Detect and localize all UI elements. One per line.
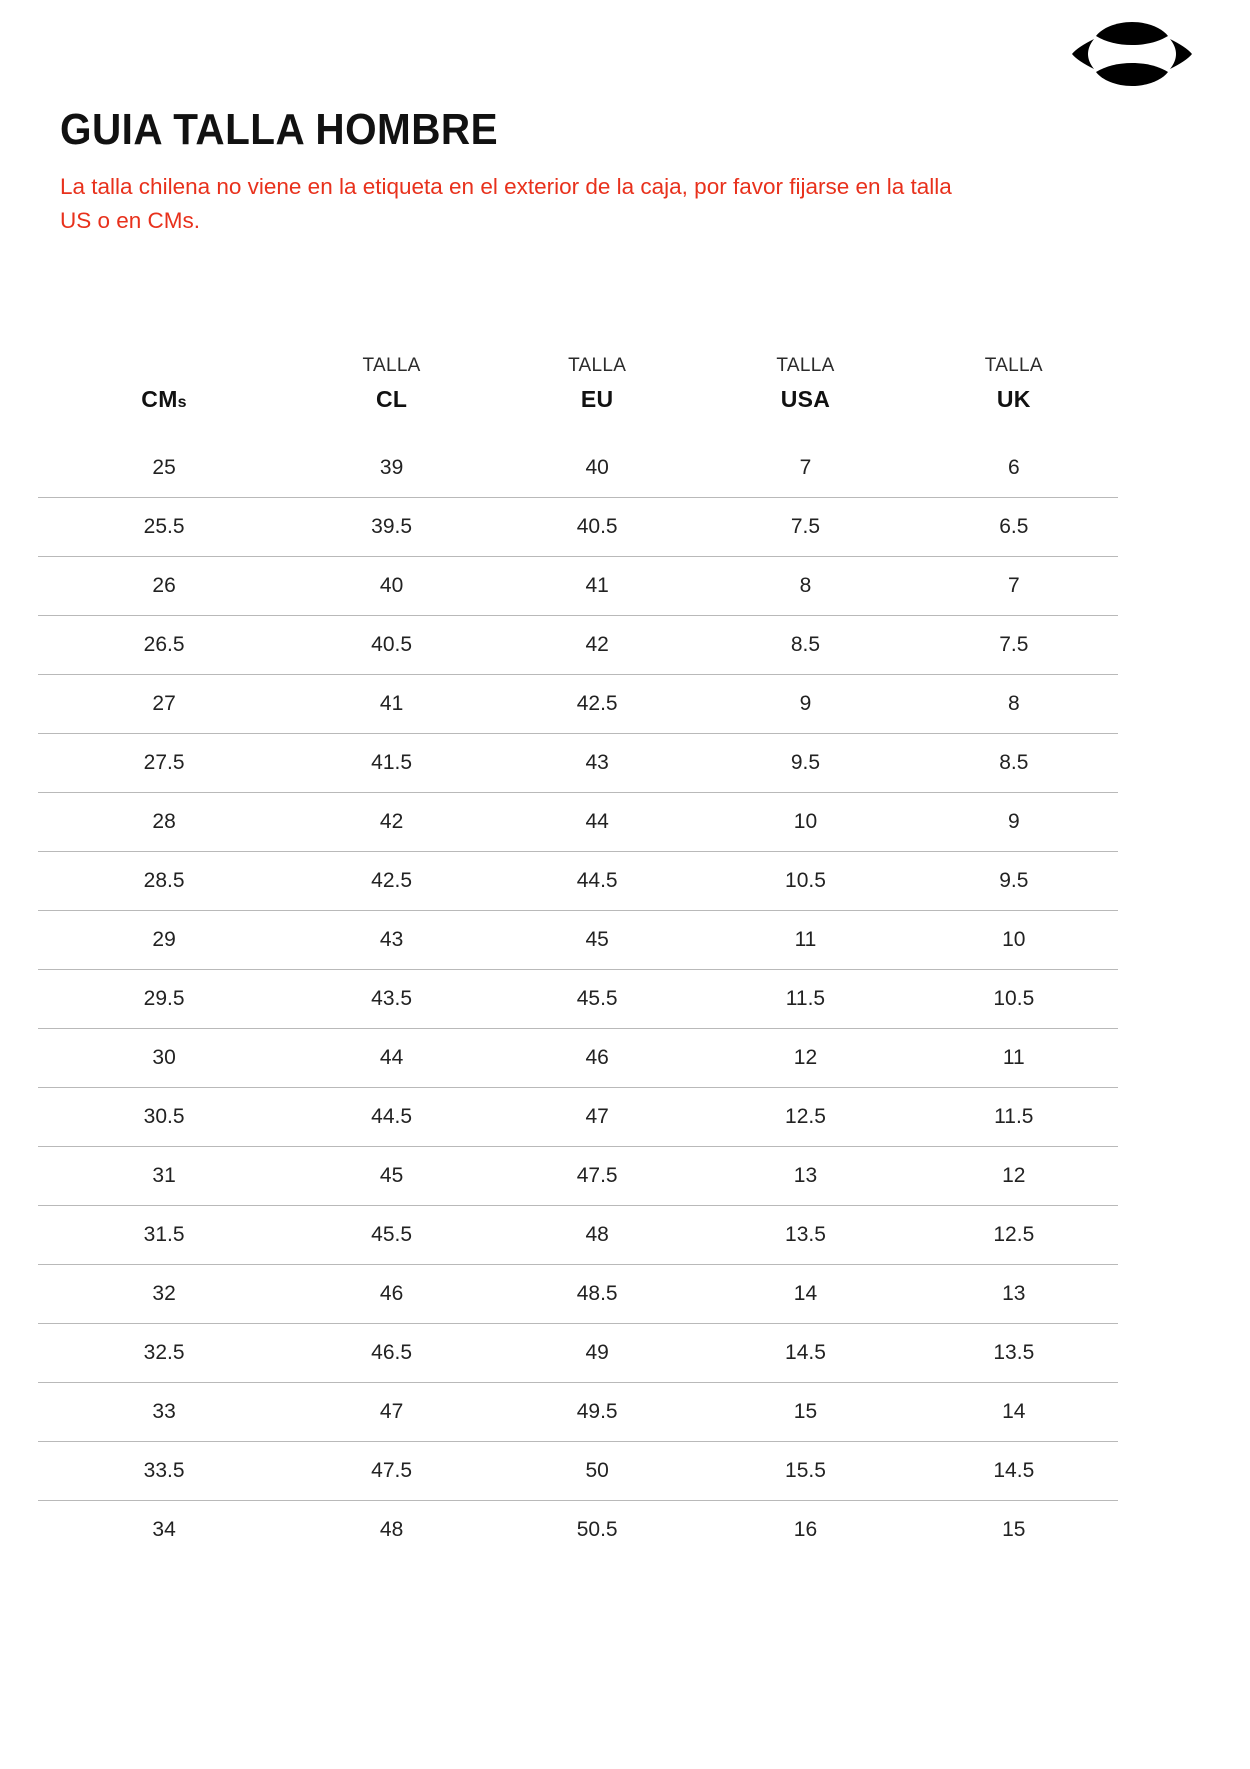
cell-cms: 27.5 <box>38 734 290 793</box>
table-row <box>38 1029 1118 1088</box>
cell-eu: 44 <box>493 793 701 852</box>
cell-cms: 28.5 <box>38 852 290 911</box>
cell-cl: 47 <box>290 1383 493 1442</box>
column-header-uk-top: TALLA <box>984 355 1043 376</box>
cell-cl: 45 <box>290 1147 493 1206</box>
column-header-cms-main: CMs <box>141 386 187 412</box>
column-header-uk <box>910 355 1118 439</box>
column-header-usa-main: USA <box>780 386 831 412</box>
column-header-cl-main: CL <box>375 386 408 412</box>
cell-cl: 45.5 <box>290 1206 493 1265</box>
cell-cl: 40 <box>290 557 493 616</box>
cell-cl: 39.5 <box>290 498 493 557</box>
cell-cms: 25.5 <box>38 498 290 557</box>
cell-cl: 47.5 <box>290 1442 493 1501</box>
cell-cms: 30 <box>38 1029 290 1088</box>
table-row <box>38 616 1118 675</box>
cell-cl: 44 <box>290 1029 493 1088</box>
cell-cms: 30.5 <box>38 1088 290 1147</box>
cell-usa: 14 <box>701 1265 909 1324</box>
cell-cl: 41 <box>290 675 493 734</box>
cell-usa: 7 <box>701 439 909 498</box>
cell-uk: 9 <box>910 793 1118 852</box>
cell-eu: 47 <box>493 1088 701 1147</box>
cell-eu: 50 <box>493 1442 701 1501</box>
cell-uk: 12.5 <box>910 1206 1118 1265</box>
table-row <box>38 911 1118 970</box>
cell-uk: 7 <box>910 557 1118 616</box>
cell-uk: 10 <box>910 911 1118 970</box>
table-body <box>38 439 1118 1559</box>
cell-uk: 14 <box>910 1383 1118 1442</box>
cell-uk: 13.5 <box>910 1324 1118 1383</box>
table-row <box>38 970 1118 1029</box>
title-block <box>60 105 1060 239</box>
cell-cl: 42.5 <box>290 852 493 911</box>
column-header-cl <box>290 355 493 439</box>
cell-uk: 6.5 <box>910 498 1118 557</box>
cell-uk: 6 <box>910 439 1118 498</box>
cell-eu: 40 <box>493 439 701 498</box>
cell-eu: 48 <box>493 1206 701 1265</box>
cell-eu: 41 <box>493 557 701 616</box>
cell-cms: 32 <box>38 1265 290 1324</box>
table-row <box>38 439 1118 498</box>
table-row <box>38 1147 1118 1206</box>
cell-usa: 7.5 <box>701 498 909 557</box>
cell-usa: 13 <box>701 1147 909 1206</box>
size-conversion-table <box>38 355 1118 1559</box>
cell-cms: 29 <box>38 911 290 970</box>
cell-cms: 31.5 <box>38 1206 290 1265</box>
cell-usa: 10.5 <box>701 852 909 911</box>
cell-eu: 47.5 <box>493 1147 701 1206</box>
table-row <box>38 1265 1118 1324</box>
page-title: GUIA TALLA HOMBRE <box>60 105 499 154</box>
table-header <box>38 355 1118 439</box>
table-row <box>38 1383 1118 1442</box>
cell-usa: 14.5 <box>701 1324 909 1383</box>
cell-cl: 42 <box>290 793 493 852</box>
cell-eu: 45 <box>493 911 701 970</box>
cell-cl: 44.5 <box>290 1088 493 1147</box>
cell-usa: 11.5 <box>701 970 909 1029</box>
column-header-eu-top: TALLA <box>568 355 627 376</box>
cell-usa: 16 <box>793 1518 818 1541</box>
cell-usa: 9.5 <box>701 734 909 793</box>
cell-uk: 11.5 <box>910 1088 1118 1147</box>
cell-eu: 48.5 <box>493 1265 701 1324</box>
table-row <box>38 557 1118 616</box>
cell-uk: 12 <box>910 1147 1118 1206</box>
cell-cl: 43 <box>290 911 493 970</box>
cell-uk: 11 <box>910 1029 1118 1088</box>
cell-usa: 12.5 <box>701 1088 909 1147</box>
cell-usa: 15 <box>701 1383 909 1442</box>
cell-cms: 32.5 <box>38 1324 290 1383</box>
cell-eu: 42.5 <box>493 675 701 734</box>
table-row <box>38 734 1118 793</box>
cell-cl: 43.5 <box>290 970 493 1029</box>
table-row <box>38 498 1118 557</box>
column-header-cms <box>38 355 290 439</box>
cell-cl: 39 <box>290 439 493 498</box>
column-header-cms-top <box>38 355 290 377</box>
cell-uk: 8 <box>910 675 1118 734</box>
cell-usa: 11 <box>701 911 909 970</box>
column-header-cl-top: TALLA <box>362 355 421 376</box>
cell-cl: 40.5 <box>290 616 493 675</box>
table-row <box>38 852 1118 911</box>
cell-cms: 27 <box>38 675 290 734</box>
cell-uk: 9.5 <box>910 852 1118 911</box>
table-row <box>38 1501 1118 1560</box>
cell-cms: 28 <box>38 793 290 852</box>
cell-usa: 8 <box>701 557 909 616</box>
page-subtitle: La talla chilena no viene en la etiqueta en el exterior de la caja, por favor fijarse en la talla US o en CMs. <box>60 173 952 234</box>
column-header-uk-main: UK <box>996 386 1031 412</box>
cell-uk: 15 <box>1002 1518 1026 1541</box>
cell-uk: 7.5 <box>910 616 1118 675</box>
cell-usa: 13.5 <box>701 1206 909 1265</box>
cell-cms: 26 <box>38 557 290 616</box>
cell-eu: 50.5 <box>576 1518 618 1541</box>
cell-cl: 41.5 <box>290 734 493 793</box>
cell-uk: 8.5 <box>910 734 1118 793</box>
table-row <box>38 1442 1118 1501</box>
cell-eu: 49.5 <box>493 1383 701 1442</box>
cell-cl: 48 <box>379 1518 404 1541</box>
cell-cms: 34 <box>152 1518 176 1541</box>
cell-cms: 26.5 <box>38 616 290 675</box>
cell-eu: 49 <box>493 1324 701 1383</box>
cell-eu: 40.5 <box>493 498 701 557</box>
column-header-eu <box>493 355 701 439</box>
cell-uk: 13 <box>910 1265 1118 1324</box>
cell-eu: 44.5 <box>493 852 701 911</box>
cell-eu: 46 <box>493 1029 701 1088</box>
cell-usa: 8.5 <box>701 616 909 675</box>
cell-eu: 43 <box>493 734 701 793</box>
table-row <box>38 1206 1118 1265</box>
column-header-usa-top: TALLA <box>776 355 835 376</box>
size-table-wrap <box>38 355 1118 1559</box>
cell-cms: 25 <box>38 439 290 498</box>
column-header-usa <box>701 355 909 439</box>
table-row <box>38 1088 1118 1147</box>
cell-usa: 15.5 <box>701 1442 909 1501</box>
cell-cms: 33.5 <box>38 1442 290 1501</box>
cell-uk: 14.5 <box>910 1442 1118 1501</box>
table-row <box>38 793 1118 852</box>
cell-eu: 42 <box>493 616 701 675</box>
under-armour-logo <box>1066 18 1198 90</box>
cell-usa: 12 <box>701 1029 909 1088</box>
cell-cms: 33 <box>38 1383 290 1442</box>
table-header-row <box>38 355 1118 439</box>
cell-usa: 10 <box>701 793 909 852</box>
table-row <box>38 1324 1118 1383</box>
cell-cl: 46.5 <box>290 1324 493 1383</box>
cell-cms: 31 <box>38 1147 290 1206</box>
cell-uk: 10.5 <box>910 970 1118 1029</box>
cell-cl: 46 <box>290 1265 493 1324</box>
column-header-eu-main: EU <box>580 386 614 412</box>
cell-eu: 45.5 <box>493 970 701 1029</box>
cell-cms: 29.5 <box>38 970 290 1029</box>
table-row <box>38 675 1118 734</box>
cell-usa: 9 <box>701 675 909 734</box>
